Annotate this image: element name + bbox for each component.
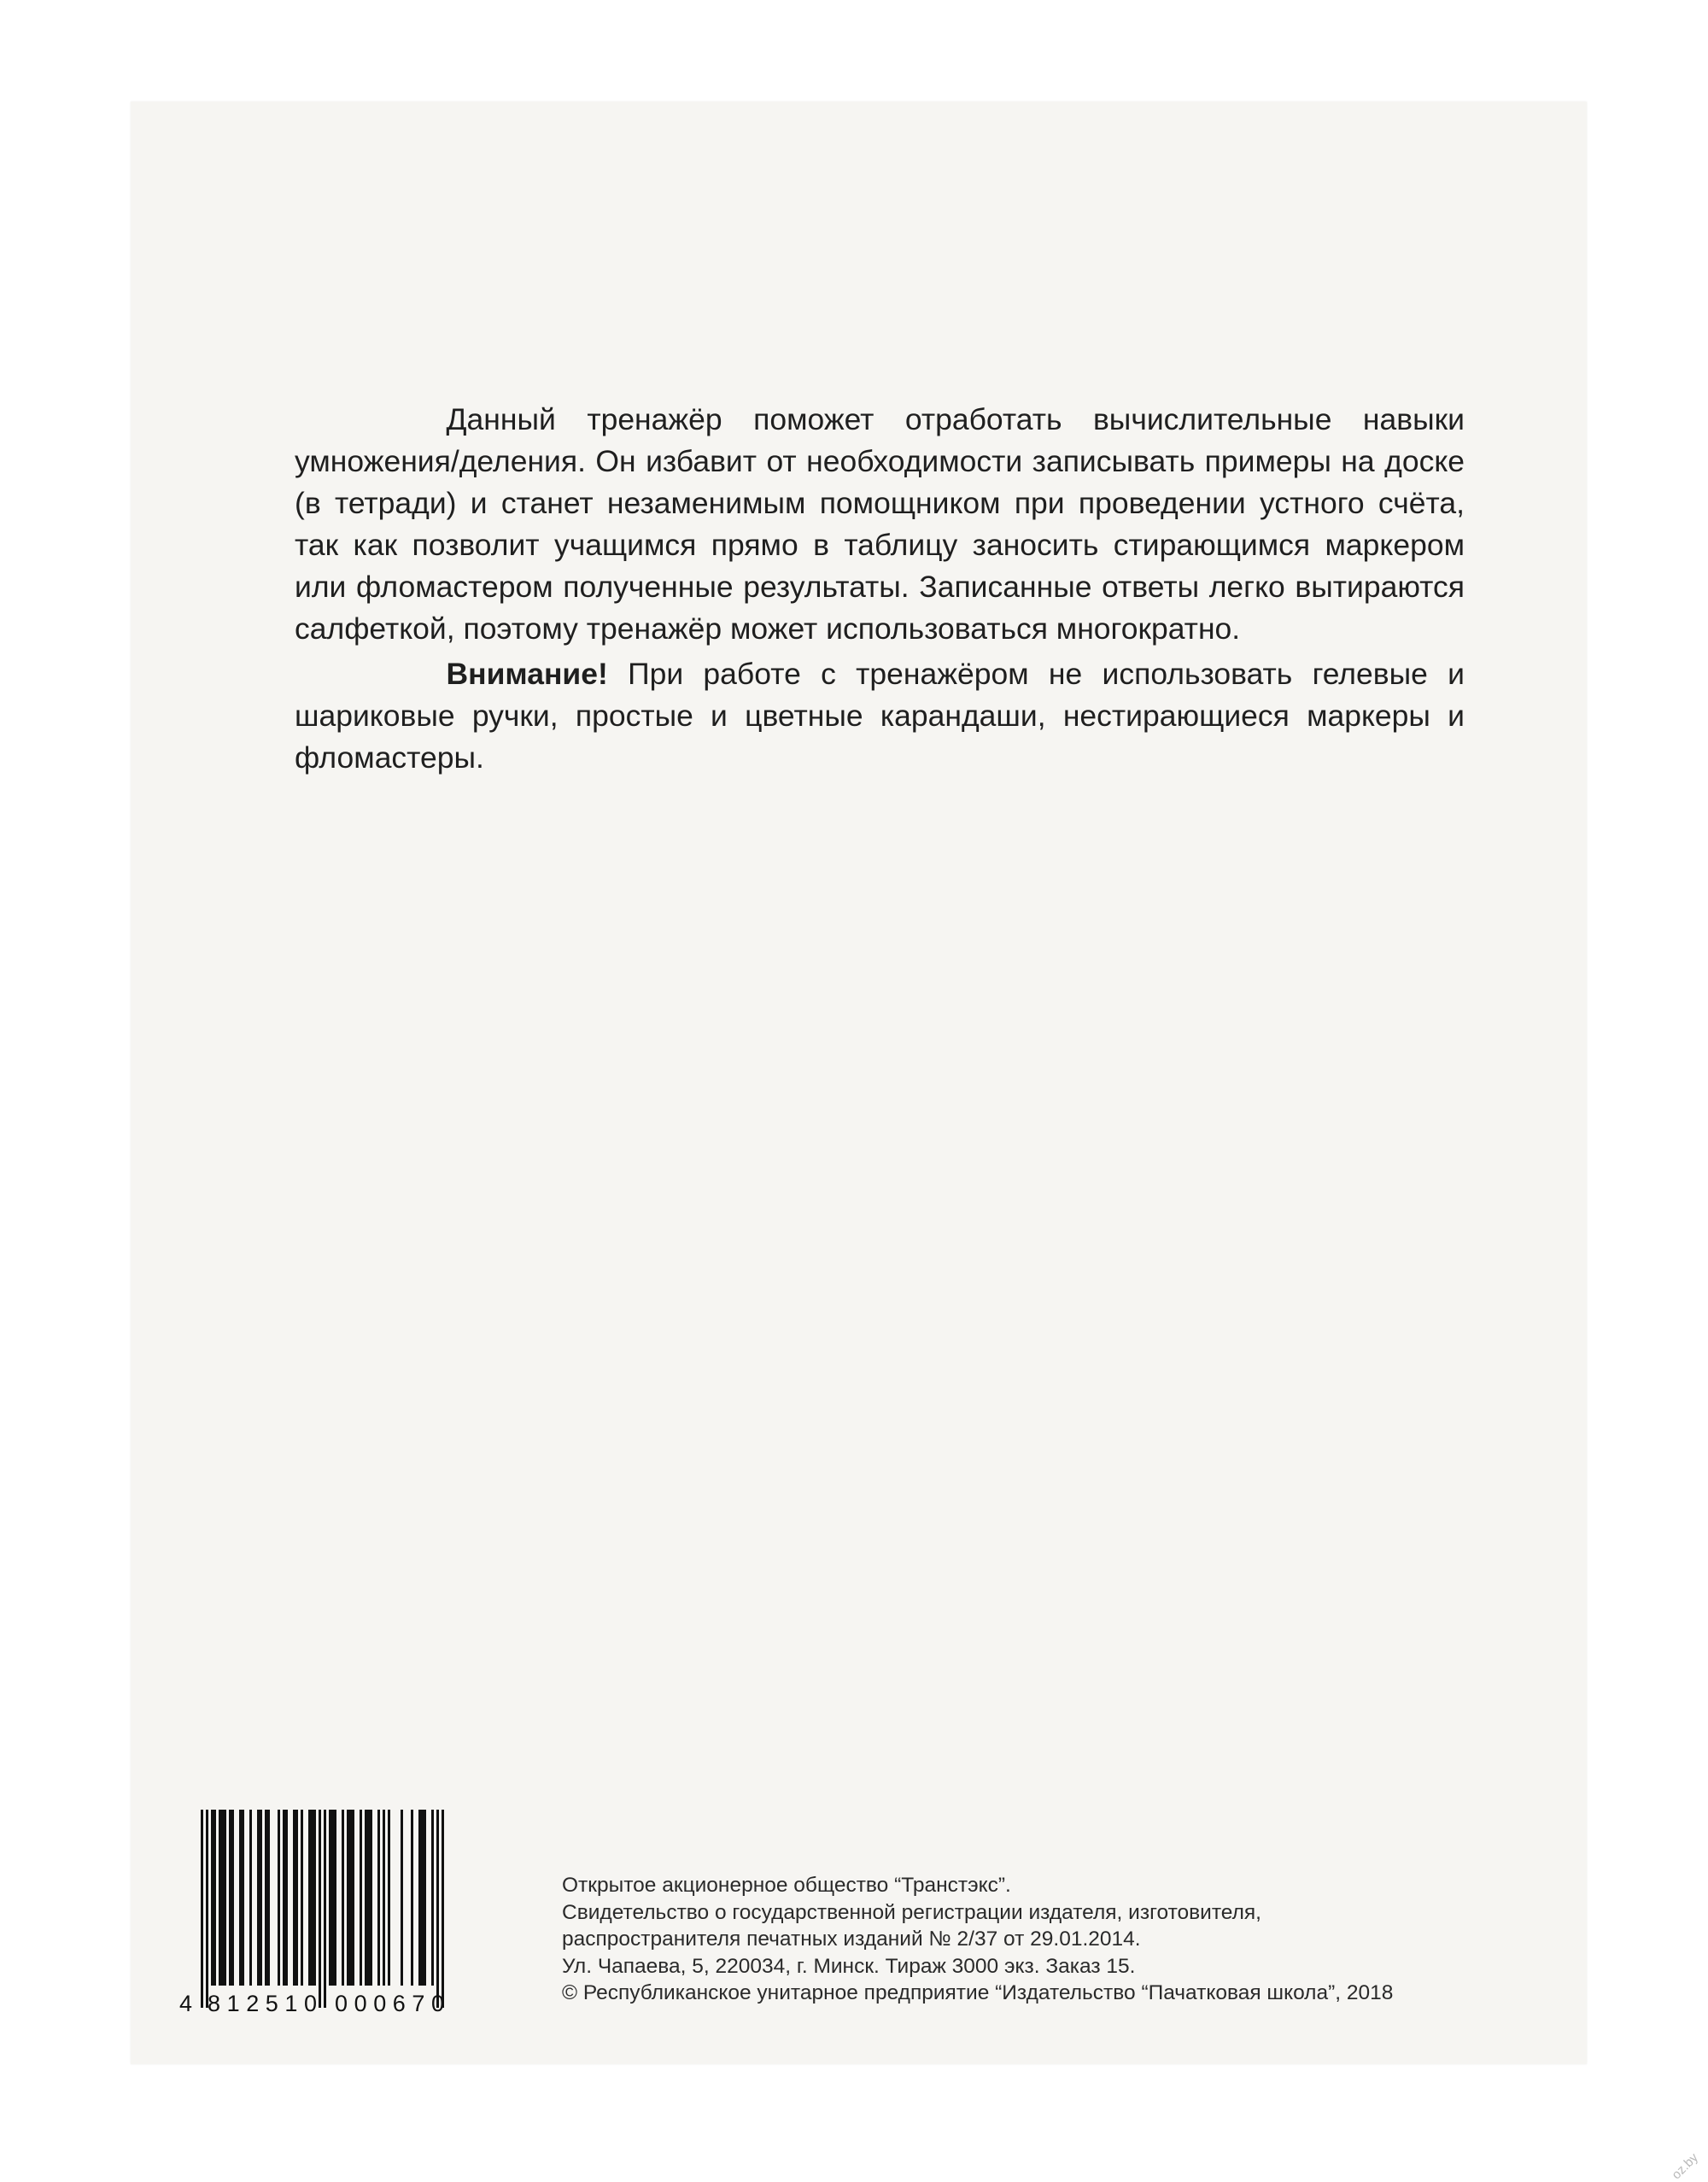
publisher-imprint: [562, 1872, 1570, 2007]
barcode-bar: [383, 1810, 385, 1986]
barcode-bar: [436, 1810, 439, 2008]
imprint-line: Свидетельство о государственной регистрации издателя, изготовителя,: [562, 1900, 1261, 1924]
imprint-line: Ул. Чапаева, 5, 220034, г. Минск. Тираж 3000 экз. Заказ 15.: [562, 1954, 1136, 1978]
barcode-bar: [431, 1810, 434, 1986]
imprint-line: © Республиканское унитарное предприятие “Издательство “Пачатковая школа”, 2018: [562, 1981, 1394, 2004]
watermark: oz.by: [1669, 2150, 1701, 2182]
barcode-bar: [221, 1810, 224, 1986]
barcode-bar: [342, 1810, 344, 1986]
imprint-line: распространителя печатных изданий № 2/37 от 29.01.2014.: [562, 1928, 1141, 1951]
attention-paragraph: Внимание! При работе с тренажёром не использовать гелевые и шариковые ручки, простые и цветные карандаши, нестирающиеся маркеры и фломастеры.: [295, 657, 1465, 775]
barcode-bar: [365, 1810, 367, 1986]
barcode-bar: [231, 1810, 234, 1986]
barcode-bar: [214, 1810, 216, 1986]
barcode-bar: [265, 1810, 267, 1986]
barcode-bar: [370, 1810, 372, 1986]
barcode-bar: [257, 1810, 260, 1986]
barcode-digit-first: 4: [179, 1991, 193, 2013]
barcode-bar: [295, 1810, 298, 1986]
barcode-bar: [418, 1810, 421, 1986]
barcode-graphic: [179, 1808, 478, 2013]
barcode-bar: [401, 1810, 403, 1986]
barcode-bar: [278, 1810, 280, 1986]
barcode-bar: [211, 1810, 214, 1986]
barcode-bar: [249, 1810, 252, 1986]
description-text: [295, 399, 1465, 779]
description-paragraph: Данный тренажёр поможет отработать вычислительные навыки умножения/деления. Он избавит от необходимости записывать примеры на доске (в тетради) и станет незаменимым помощником при проведении устного счёта, так как позволит учащимся прямо в таблицу заносить стирающимся маркером или фломастером полученные результаты. Записанные ответы легко вытираются салфеткой, поэтому тренажёр может использоваться многократно.: [295, 402, 1465, 646]
barcode-bar: [311, 1810, 313, 1986]
barcode-bar: [421, 1810, 424, 1986]
booklet-back-cover: [131, 102, 1587, 2064]
barcode-bar: [229, 1810, 231, 1986]
barcode-bar: [329, 1810, 331, 1986]
barcode-bar: [224, 1810, 226, 1986]
barcode-bar: [301, 1810, 303, 1986]
barcode-bar: [324, 1810, 326, 2008]
barcode-bar: [206, 1810, 208, 2008]
barcode-bar: [424, 1810, 426, 1986]
barcode-bar: [334, 1810, 336, 1986]
barcode-bar: [267, 1810, 270, 1986]
barcode-bar: [239, 1810, 242, 1986]
barcode-bar: [293, 1810, 295, 1986]
barcode-bar: [313, 1810, 316, 1986]
barcode-bar: [347, 1810, 349, 1986]
barcode-bar: [219, 1810, 221, 1986]
attention-label: Внимание!: [446, 657, 608, 691]
barcode-bar: [260, 1810, 262, 1986]
barcode-bar: [201, 1810, 203, 2008]
barcode-bar: [367, 1810, 370, 1986]
barcode-bar: [319, 1810, 321, 2008]
barcode-bar: [283, 1810, 285, 1986]
barcode-bar: [308, 1810, 311, 1986]
barcode-bar: [352, 1810, 354, 1986]
barcode-bar: [360, 1810, 362, 1986]
barcode-bar: [411, 1810, 413, 1986]
barcode-digits-right: 000670: [335, 1991, 444, 2013]
barcode-digits-left: 812510: [208, 1991, 317, 2013]
barcode-bar: [377, 1810, 380, 1986]
imprint-line: Открытое акционерное общество “Транстэкс”.: [562, 1874, 1011, 1897]
barcode-bar: [242, 1810, 244, 1986]
barcode-bar: [331, 1810, 334, 1986]
barcode-bar: [388, 1810, 390, 1986]
barcode-bar: [349, 1810, 352, 1986]
barcode-bar: [442, 1810, 444, 2008]
barcode-bar: [285, 1810, 288, 1986]
barcode: [179, 1808, 478, 2013]
